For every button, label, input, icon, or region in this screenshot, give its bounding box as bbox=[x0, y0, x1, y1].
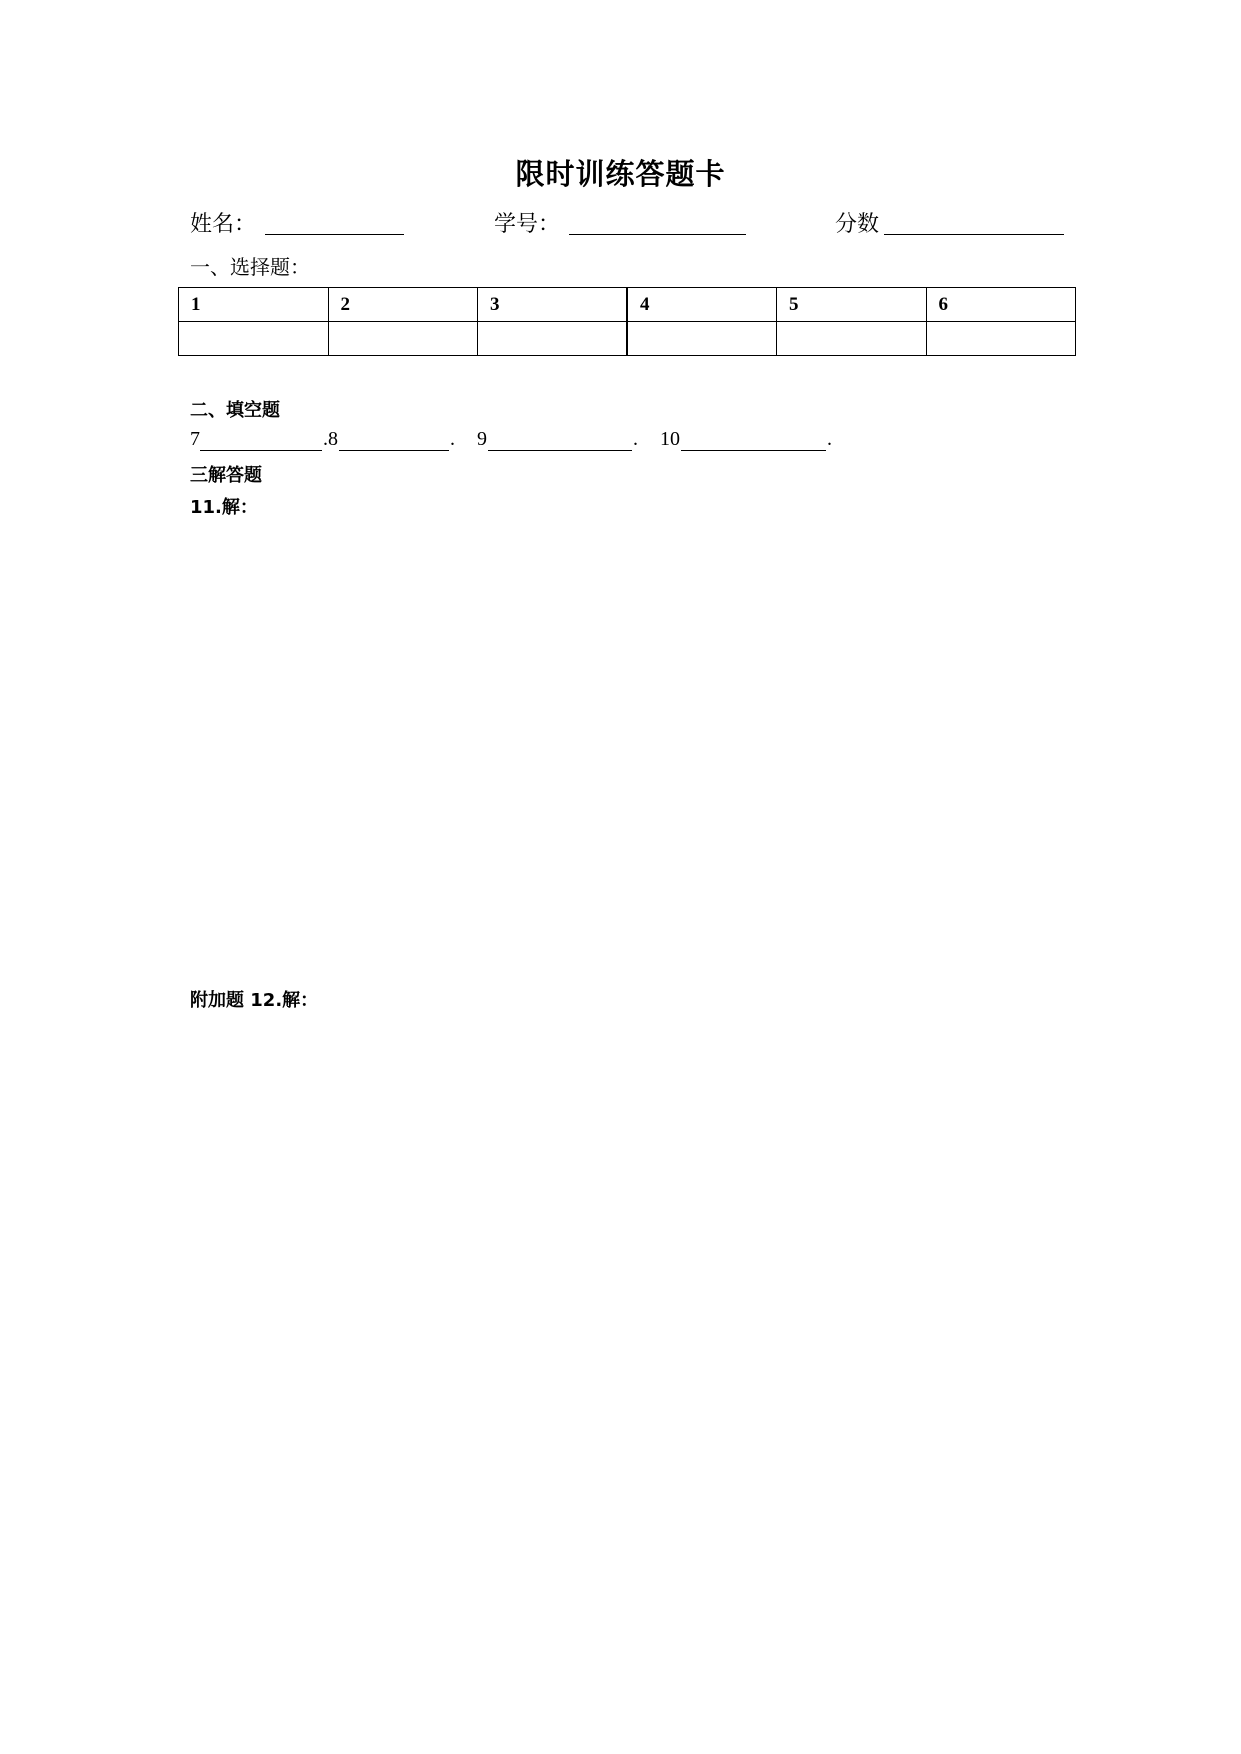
choice-answer-cell[interactable] bbox=[777, 322, 927, 356]
blank-7-field[interactable] bbox=[200, 450, 322, 451]
student-id-label: 学号： bbox=[494, 212, 561, 237]
blank-number: 10 bbox=[660, 428, 680, 450]
section-choice-label: 一、选择题： bbox=[190, 255, 310, 279]
blank-suffix: . bbox=[450, 428, 455, 450]
blank-number: 9 bbox=[477, 428, 487, 450]
student-id-field[interactable] bbox=[569, 234, 746, 235]
choice-header-cell: 3 bbox=[478, 288, 628, 322]
score-label: 分数 bbox=[835, 212, 880, 237]
choice-header-cell: 4 bbox=[627, 288, 777, 322]
section-fill-label: 二、填空题 bbox=[190, 400, 280, 421]
choice-answer-row bbox=[179, 322, 1076, 356]
choice-header-cell: 6 bbox=[926, 288, 1076, 322]
extra-question-answer-area[interactable] bbox=[190, 1016, 1080, 1536]
choice-answer-cell[interactable] bbox=[926, 322, 1076, 356]
score-field[interactable] bbox=[884, 234, 1064, 235]
blank-suffix: . bbox=[323, 428, 328, 450]
extra-question-label: 附加题 12.解： bbox=[190, 990, 319, 1011]
choice-answer-cell[interactable] bbox=[478, 322, 628, 356]
choice-header-cell: 2 bbox=[328, 288, 478, 322]
blank-9-field[interactable] bbox=[488, 450, 632, 451]
choice-answer-cell[interactable] bbox=[627, 322, 777, 356]
name-field[interactable] bbox=[265, 234, 404, 235]
choice-answer-cell[interactable] bbox=[179, 322, 329, 356]
question-11-answer-area[interactable] bbox=[190, 520, 1080, 980]
choice-header-cell: 5 bbox=[777, 288, 927, 322]
page-title: 限时训练答题卡 bbox=[515, 157, 726, 191]
blank-10-field[interactable] bbox=[681, 450, 826, 451]
section-solve-label: 三解答题 bbox=[190, 465, 262, 486]
choice-answer-table bbox=[178, 287, 1076, 356]
question-11-label: 11.解： bbox=[190, 497, 258, 518]
choice-header-cell: 1 bbox=[179, 288, 329, 322]
choice-header-row bbox=[179, 288, 1076, 322]
choice-answer-cell[interactable] bbox=[328, 322, 478, 356]
blank-suffix: . bbox=[827, 428, 832, 450]
blank-suffix: . bbox=[633, 428, 638, 450]
blank-number: 8 bbox=[328, 428, 338, 450]
blank-8-field[interactable] bbox=[339, 450, 449, 451]
name-label: 姓名： bbox=[190, 212, 257, 237]
blank-number: 7 bbox=[190, 428, 200, 450]
